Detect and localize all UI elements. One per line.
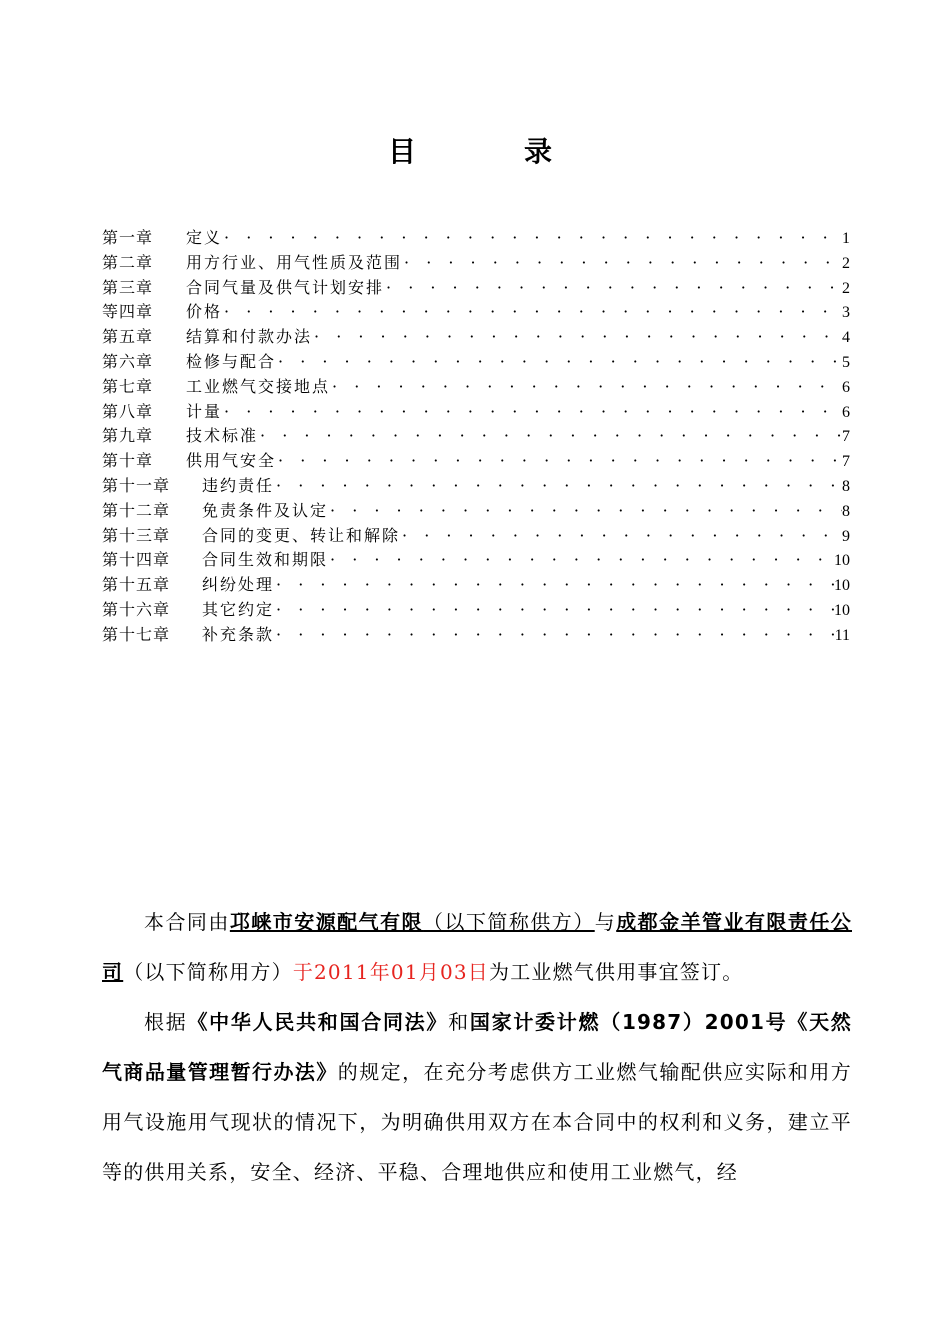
toc-chapter-title: 工业燃气交接地点 xyxy=(186,376,331,396)
toc-entry[interactable] xyxy=(102,375,850,400)
toc-leader-dots xyxy=(276,350,842,375)
toc-chapter-title: 用方行业、用气性质及范围 xyxy=(186,252,403,272)
toc-leader-dots xyxy=(274,573,834,598)
toc-entry[interactable] xyxy=(102,573,850,598)
toc-chapter-title: 纠纷处理 xyxy=(202,575,275,595)
supplier-note: （以下简称供方） xyxy=(423,910,595,934)
toc-chapter-number: 第十三章 xyxy=(102,525,171,545)
toc-chapter-number: 第九章 xyxy=(102,426,154,446)
toc-chapter-title: 合同的变更、转让和解除 xyxy=(202,525,401,545)
toc-leader-dots xyxy=(328,499,842,524)
toc-entry[interactable] xyxy=(102,424,850,449)
toc-leader-dots xyxy=(330,375,842,400)
toc-page-number: 10 xyxy=(834,552,850,570)
basis-text: 的规定，在充分考虑供方工业燃气输配供应实际和用方用气设施用气现状的情况下，为明确供用双方在本合同中的权利和义务，建立平等的供用关系，安全、经济、平稳、合理地供应和使用工业燃气，经 xyxy=(102,1060,852,1184)
toc-entry[interactable] xyxy=(102,400,850,425)
toc-leader-dots xyxy=(274,474,842,499)
toc-page-number: 6 xyxy=(842,403,850,421)
contract-paragraph-parties xyxy=(102,897,852,997)
toc-page-number: 9 xyxy=(842,527,850,545)
toc-entry[interactable] xyxy=(102,499,850,524)
toc-chapter-number: 第三章 xyxy=(102,277,154,297)
toc-chapter-title: 合同生效和期限 xyxy=(202,550,329,570)
basis-joiner: 和 xyxy=(448,1010,470,1034)
law-reference-2: 国家计委计燃（1987）2001号《天然气商品量管理暂行办法》 xyxy=(102,1010,853,1084)
toc-chapter-number: 第一章 xyxy=(102,228,154,247)
toc-chapter-title: 结算和付款办法 xyxy=(186,327,313,347)
toc-chapter-number: 第六章 xyxy=(102,351,154,371)
toc-page-number: 6 xyxy=(842,378,850,396)
toc-chapter-title: 其它约定 xyxy=(202,599,275,619)
toc-leader-dots xyxy=(276,449,842,474)
toc-leader-dots xyxy=(312,325,842,350)
toc-chapter-title: 合同气量及供气计划安排 xyxy=(186,277,385,297)
user-note: （以下简称用方） xyxy=(123,960,293,984)
toc-chapter-number: 第二章 xyxy=(102,252,154,272)
toc-chapter-title: 违约责任 xyxy=(202,475,275,495)
toc-leader-dots xyxy=(402,251,842,276)
toc-leader-dots xyxy=(384,276,842,301)
toc-chapter-number: 第十四章 xyxy=(102,550,171,570)
toc-chapter-title: 技术标准 xyxy=(186,426,259,446)
table-of-contents xyxy=(102,226,850,648)
toc-page-number: 8 xyxy=(842,502,850,520)
toc-chapter-title: 定义 xyxy=(186,228,223,247)
toc-entry[interactable] xyxy=(102,276,850,301)
signing-date: 于2011年01月03日 xyxy=(292,960,490,984)
toc-chapter-title: 补充条款 xyxy=(202,624,275,644)
toc-entry[interactable] xyxy=(102,598,850,623)
toc-page-number: 7 xyxy=(842,453,850,471)
toc-chapter-number: 第七章 xyxy=(102,376,154,396)
toc-chapter-number: 第十二章 xyxy=(102,500,171,520)
toc-leader-dots xyxy=(258,424,842,449)
toc-leader-dots xyxy=(328,548,834,573)
supplier-name: 邛崃市安源配气有限 xyxy=(229,910,424,934)
toc-page-number: 3 xyxy=(842,304,850,322)
toc-page-number: 2 xyxy=(842,279,850,297)
purpose-text: 为工业燃气供用事宜签订。 xyxy=(489,960,744,984)
toc-chapter-title: 免责条件及认定 xyxy=(202,500,329,520)
toc-page-number: 2 xyxy=(842,254,850,272)
toc-page-number: 8 xyxy=(842,477,850,495)
toc-entry[interactable] xyxy=(102,350,850,375)
toc-leader-dots xyxy=(274,623,835,648)
toc-leader-dots xyxy=(400,524,842,549)
toc-entry[interactable] xyxy=(102,548,850,573)
toc-title: 目 录 xyxy=(387,135,592,168)
toc-entry[interactable] xyxy=(102,474,850,499)
toc-page-number: 5 xyxy=(842,353,850,371)
toc-chapter-number: 第十五章 xyxy=(102,575,171,595)
toc-leader-dots xyxy=(222,400,842,425)
toc-chapter-number: 第八章 xyxy=(102,401,154,421)
toc-entry[interactable] xyxy=(102,325,850,350)
toc-leader-dots xyxy=(274,598,834,623)
toc-entry[interactable] xyxy=(102,300,850,325)
basis-intro: 根据 xyxy=(144,1010,188,1034)
toc-leader-dots xyxy=(222,226,842,251)
toc-page-number: 7 xyxy=(842,428,850,446)
toc-entry[interactable] xyxy=(102,524,850,549)
intro-text: 本合同由 xyxy=(144,910,230,934)
toc-page-number: 11 xyxy=(834,626,850,644)
toc-chapter-title: 计量 xyxy=(186,401,223,421)
toc-page-number: 1 xyxy=(842,230,850,247)
toc-chapter-number: 第十七章 xyxy=(102,624,171,644)
toc-entry[interactable] xyxy=(102,226,850,251)
contract-body xyxy=(102,897,852,1197)
contract-paragraph-basis xyxy=(102,997,852,1197)
toc-chapter-number: 等四章 xyxy=(102,302,154,322)
toc-entry[interactable] xyxy=(102,449,850,474)
toc-chapter-number: 第十六章 xyxy=(102,599,171,619)
toc-page-number: 10 xyxy=(834,601,850,619)
joiner-text: 与 xyxy=(594,910,617,934)
toc-chapter-title: 检修与配合 xyxy=(186,351,277,371)
toc-chapter-title: 供用气安全 xyxy=(186,451,277,471)
toc-entry[interactable] xyxy=(102,623,850,648)
toc-chapter-title: 价格 xyxy=(186,302,223,322)
toc-chapter-number: 第十一章 xyxy=(102,475,171,495)
toc-chapter-number: 第十章 xyxy=(102,451,154,471)
toc-chapter-number: 第五章 xyxy=(102,327,154,347)
law-reference-1: 《中华人民共和国合同法》 xyxy=(187,1010,449,1034)
toc-page-number: 4 xyxy=(842,329,850,347)
user-name: 成都金羊管业有限责任公司 xyxy=(102,910,852,984)
toc-page-number: 10 xyxy=(834,577,850,595)
toc-entry[interactable] xyxy=(102,251,850,276)
toc-leader-dots xyxy=(222,300,842,325)
